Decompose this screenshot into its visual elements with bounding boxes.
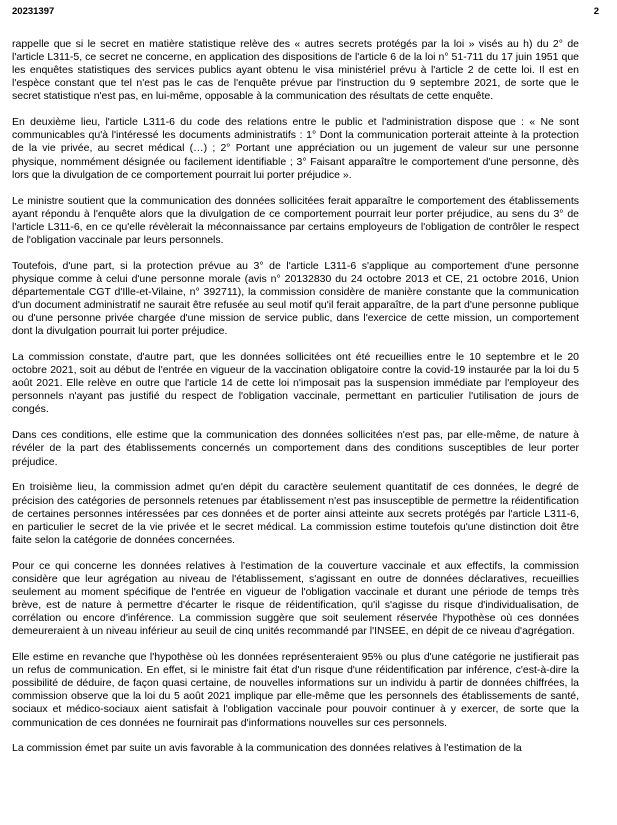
paragraph: Pour ce qui concerne les données relatives à l'estimation de la couverture vaccinale et aux effectifs, la commission considère que leur agrégation au niveau de l'établissement, s'agissant en outre de données déclaratives, recueillies seulement au moment spécifique de l'entrée en vigueur de l'obligation vaccinale et durant une période de temps très brève, est de nature à permettre d'écarter le risque de réidentification, qu'il s'agisse du risque d'individualisation, de corrélation ou encore d'inférence. La commission suggère que soit seulement réservée l'hypothèse où ces données demeureraient à un niveau inférieur au seuil de cinq unités recommandé par l'INSEE, en dépit de ce niveau d'agrégation. xyxy=(12,559,579,638)
page-number: 2 xyxy=(593,6,599,17)
paragraph: Dans ces conditions, elle estime que la communication des données sollicitées n'est pas, par elle-même, de nature à révéler de la part des établissements concernés un comportement dans des conditions susceptibles de leur porter préjudice. xyxy=(12,429,579,468)
paragraph: Toutefois, d'une part, si la protection prévue au 3° de l'article L311-6 s'applique au comportement d'une personne physique comme à celui d'une personne morale (avis n° 20132830 du 24 octobre 2013 et CE, 21 octobre 2016, Union départementale CGT d'Ille-et-Vilaine, n° 392711), la commission considère de manière constante que la communication d'un document administratif ne saurait être refusée au seul motif qu'il ferait apparaître, de la part d'une personne publique ou d'une personne privée chargée d'une mission de service public, dans l'exercice de cette mission, un comportement dont la divulgation pourrait lui porter préjudice. xyxy=(12,259,579,338)
document-body xyxy=(12,38,579,768)
paragraph: Elle estime en revanche que l'hypothèse où les données représenteraient 95% ou plus d'une catégorie ne justifierait pas un refus de communication. En effet, si le ministre fait état d'un risque d'une réidentification par inférence, c'est-à-dire la possibilité de déduire, de façon quasi certaine, de nouvelles informations sur un individu à partir de données chiffrées, la commission observe que la loi du 5 août 2021 implique par elle-même que les personnels des établissements de santé, sociaux et médico-sociaux aient satisfait à l'obligation vaccinale pour pouvoir continuer à y exercer, de sorte que la communication de ces données ne fournirait pas d'informations nouvelles sur ces personnels. xyxy=(12,651,579,729)
paragraph: En troisième lieu, la commission admet qu'en dépit du caractère seulement quantitatif de ces données, le degré de précision des catégories de personnels retenues par établissement n'est pas insusceptible de permettre la réidentification de certaines personnes intéressées par ces données et de porter ainsi atteinte aux secrets protégés par l'article L311-6, en particulier le secret de la vie privée et le secret médical. La commission estime toutefois qu'une distinction doit être faite selon la catégorie de données concernées. xyxy=(12,481,579,546)
paragraph: Le ministre soutient que la communication des données sollicitées ferait apparaître le comportement des établissements ayant répondu à l'enquête alors que la divulgation de ce comportement pourrait leur porter préjudice, au sens du 3° de l'article L311-6, en ce qu'elle révèlerait la méconnaissance par certains employeurs de l'obligation de contrôler le respect de l'obligation vaccinale par leurs personnels. xyxy=(12,194,579,246)
paragraph: rappelle que si le secret en matière statistique relève des « autres secrets protégés par la loi » visés au h) du 2° de l'article L311-5, ce secret ne concerne, en application des dispositions de l'article 6 de la loi n° 51-711 du 17 juin 1951 que les enquêtes statistiques des services publics ayant obtenu le visa ministériel prévu à l'article 2 de cette loi. Il est en l'espèce constant que tel n'est pas le cas de l'enquête prévue par l'instruction du 9 septembre 2021, de sorte que le secret statistique n'est pas, en lui-même, opposable à la communication des résultats de cette enquête. xyxy=(12,38,579,103)
paragraph: En deuxième lieu, l'article L311-6 du code des relations entre le public et l'administration dispose que : « Ne sont communicables qu'à l'intéressé les documents administratifs : 1° Dont la communication porterait atteinte à la protection de la vie privée, au secret médical (…) ; 2° Portant une appréciation ou un jugement de valeur sur une personne physique, nommément désignée ou facilement identifiable ; 3° Faisant apparaître le comportement d'une personne, dès lors que la divulgation de ce comportement pourrait lui porter préjudice ». xyxy=(12,116,579,181)
paragraph: La commission constate, d'autre part, que les données sollicitées ont été recueillies entre le 10 septembre et le 20 octobre 2021, soit au début de l'entrée en vigueur de la vaccination obligatoire contre la covid-19 instaurée par la loi du 5 août 2021. Elle relève en outre que l'article 14 de cette loi n'imposait pas la suspension immédiate par l'employeur des personnels n'ayant pas justifié du respect de l'obligation vaccinale, permettant en particulier l'utilisation de jours de congés. xyxy=(12,351,579,416)
paragraph: La commission émet par suite un avis favorable à la communication des données relatives à l'estimation de la xyxy=(12,742,522,755)
page-header xyxy=(12,6,599,20)
document-number: 20231397 xyxy=(12,6,55,17)
